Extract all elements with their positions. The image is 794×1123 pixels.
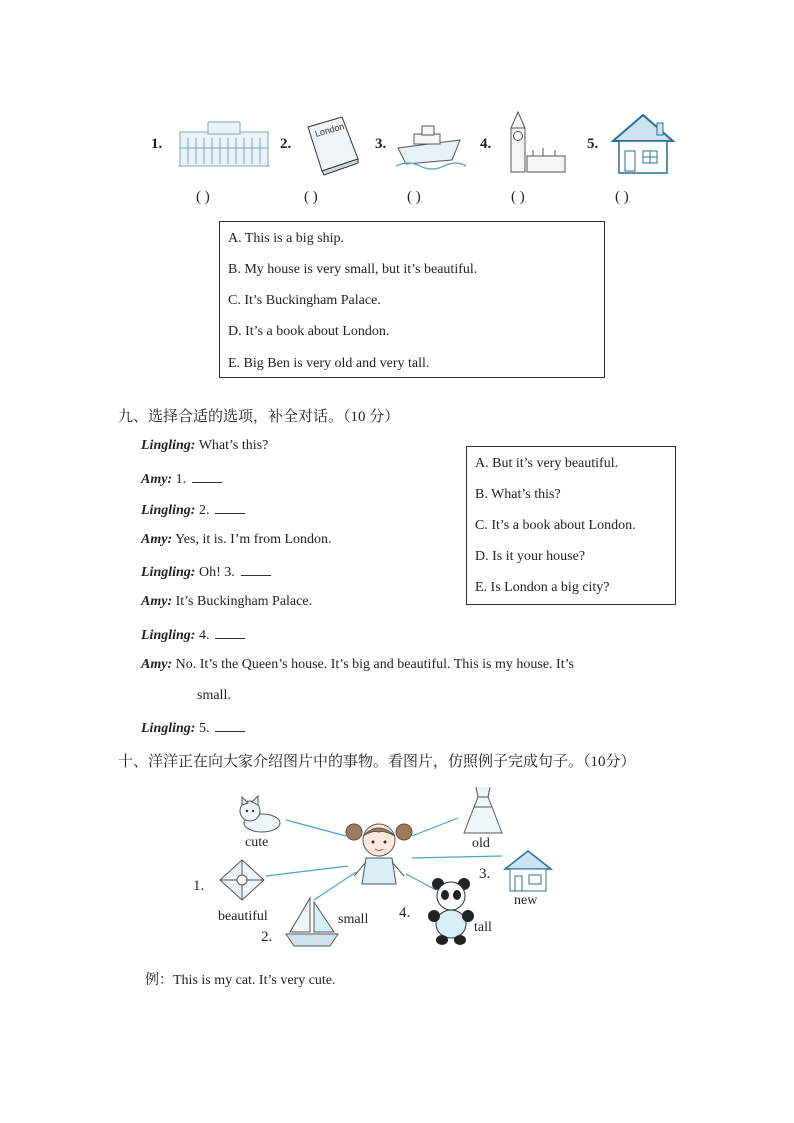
item-number: 3. xyxy=(479,866,491,882)
option-d: D. It’s a book about London. xyxy=(228,324,390,339)
line-text: small. xyxy=(197,688,231,703)
example-sentence: 例：This is my cat. It’s very cute. xyxy=(145,973,336,988)
speaker: Lingling: xyxy=(141,503,196,518)
section-9-title: 九、选择合适的选项，补全对话。（10 分） xyxy=(118,409,400,425)
option-c: C. It’s Buckingham Palace. xyxy=(228,293,381,308)
option-a: A. This is a big ship. xyxy=(228,231,345,246)
item-number: 1. xyxy=(151,136,163,152)
panda-icon xyxy=(426,876,476,948)
kite-icon xyxy=(216,858,268,904)
line-text: What’s this? xyxy=(195,438,269,453)
line-text: 2. xyxy=(195,503,210,518)
option-e: E. Big Ben is very old and very tall. xyxy=(228,356,430,371)
option-b: B. My house is very small, but it’s beautiful. xyxy=(228,262,478,277)
line-text: 4. xyxy=(195,628,210,643)
answer-blank[interactable]: ( ) xyxy=(407,189,421,205)
option-d: D. Is it your house? xyxy=(475,549,586,564)
item-number: 3. xyxy=(375,136,387,152)
label-cute: cute xyxy=(245,835,269,850)
item-number: 5. xyxy=(587,136,599,152)
speaker: Lingling: xyxy=(141,438,196,453)
speaker: Amy: xyxy=(141,594,173,609)
line-text: Oh! 3. xyxy=(195,565,235,580)
line-text: 1. xyxy=(172,472,187,487)
item-number: 1. xyxy=(193,878,205,894)
answer-blank[interactable]: ( ) xyxy=(304,189,318,205)
label-new: new xyxy=(514,893,538,908)
dress-icon xyxy=(458,785,508,837)
line-text: 5. xyxy=(195,721,210,736)
label-old: old xyxy=(472,836,490,851)
option-c: C. It’s a book about London. xyxy=(475,518,636,533)
item-number: 2. xyxy=(280,136,292,152)
label-tall: tall xyxy=(474,920,492,935)
speaker: Amy: xyxy=(141,657,173,672)
house-icon xyxy=(503,849,553,893)
book-title: London xyxy=(313,121,346,139)
answer-blank[interactable]: ( ) xyxy=(196,189,210,205)
boat-icon xyxy=(284,896,340,950)
speaker: Amy: xyxy=(141,532,173,547)
item-number: 4. xyxy=(480,136,492,152)
label-beautiful: beautiful xyxy=(218,909,268,924)
cat-icon xyxy=(236,795,284,835)
speaker: Lingling: xyxy=(141,628,196,643)
line-text: It’s Buckingham Palace. xyxy=(172,594,313,609)
option-e: E. Is London a big city? xyxy=(475,580,610,595)
option-b: B. What’s this? xyxy=(475,487,561,502)
item-number: 2. xyxy=(261,929,273,945)
line-text: No. It’s the Queen’s house. It’s big and beautiful. This is my house. It’s xyxy=(172,657,574,672)
speaker: Lingling: xyxy=(141,721,196,736)
section-10-title: 十、洋洋正在向大家介绍图片中的事物。看图片，仿照例子完成句子。（10分） xyxy=(118,754,636,770)
speaker: Lingling: xyxy=(141,565,196,580)
item-number: 4. xyxy=(399,905,411,921)
answer-blank[interactable]: ( ) xyxy=(511,189,525,205)
label-small: small xyxy=(338,912,369,927)
option-a: A. But it’s very beautiful. xyxy=(475,456,619,471)
answer-blank[interactable]: ( ) xyxy=(615,189,629,205)
girl-icon xyxy=(344,818,414,890)
speaker: Amy: xyxy=(141,472,173,487)
line-text: Yes, it is. I’m from London. xyxy=(172,532,332,547)
